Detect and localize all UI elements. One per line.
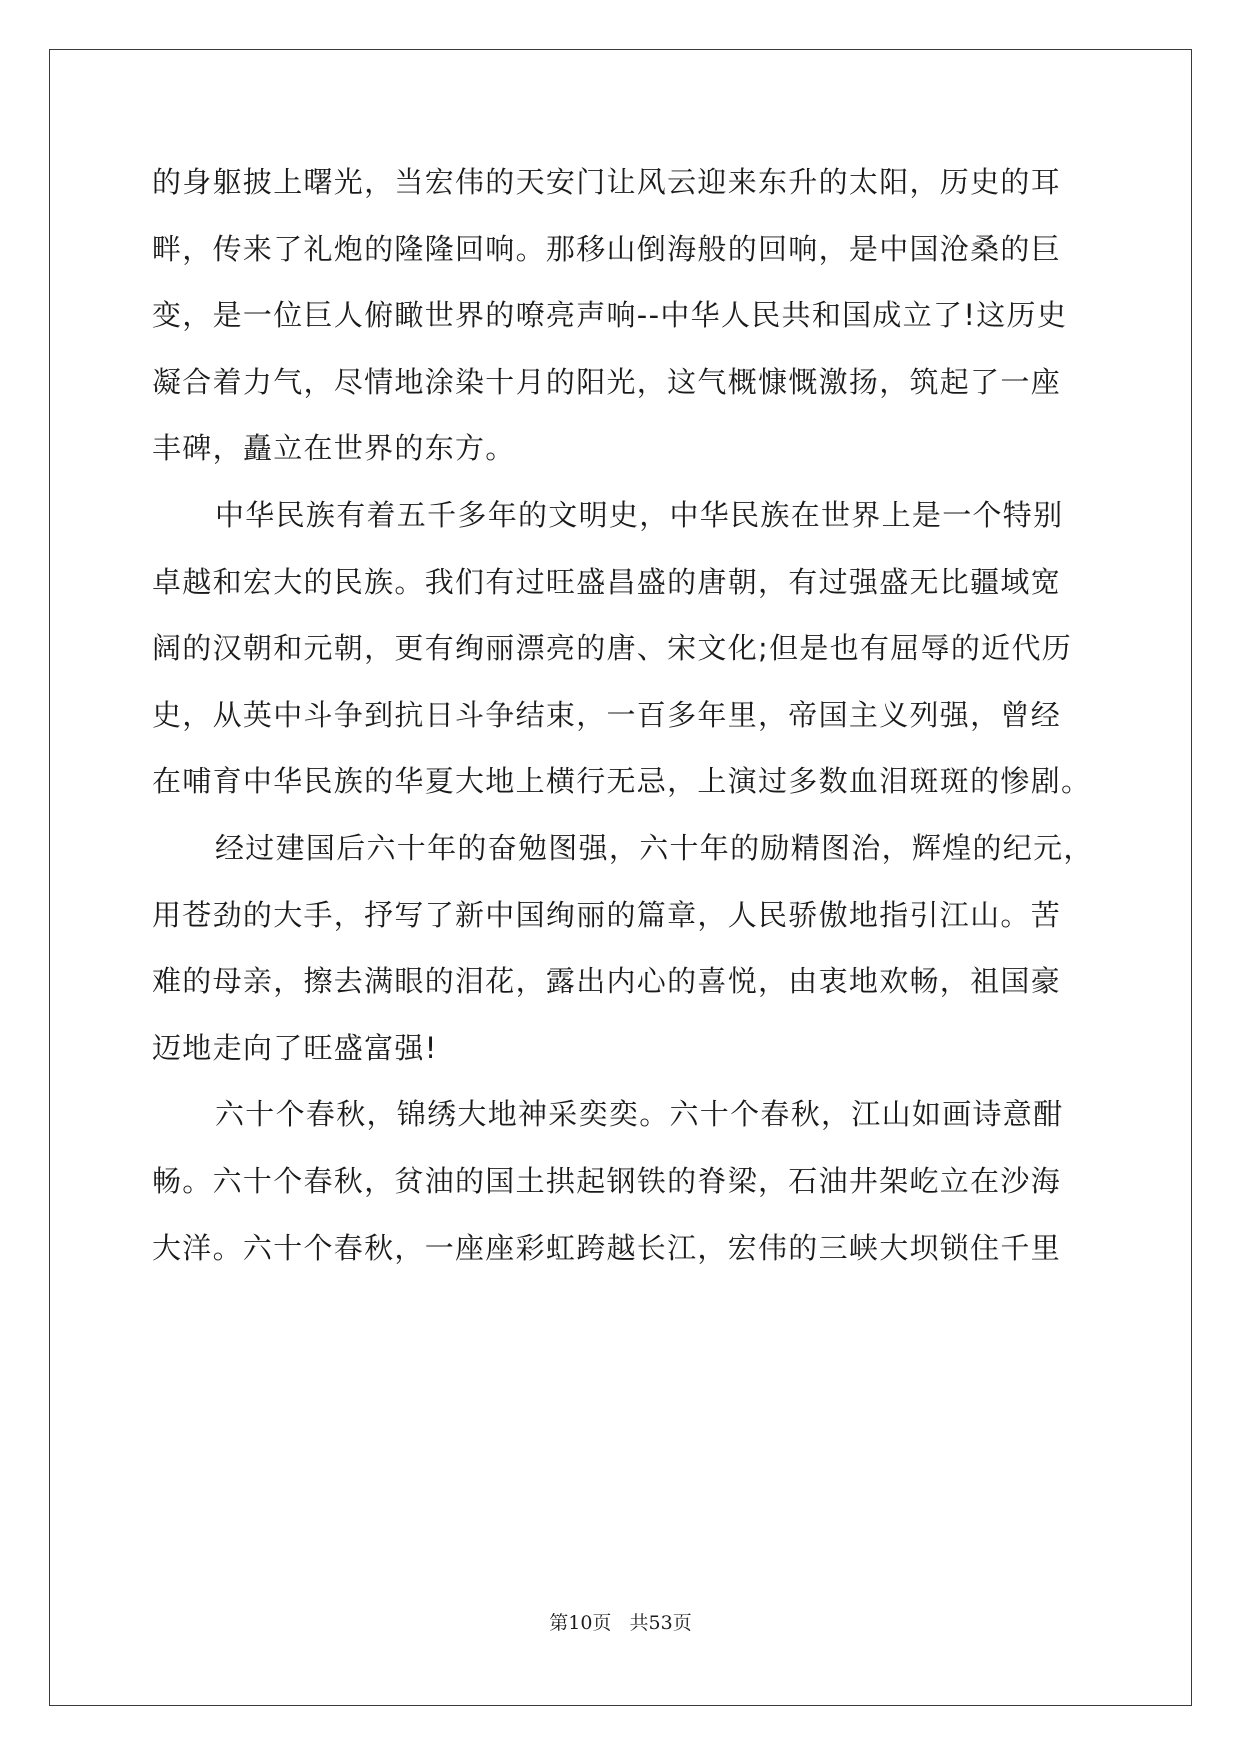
text-line: 凝合着力气，尽情地涂染十月的阳光，这气概慷慨激扬，筑起了一座 [152, 364, 1062, 399]
text-line: 用苍劲的大手，抒写了新中国绚丽的篇章，人民骄傲地指引江山。苦 [152, 897, 1062, 932]
text-line: 变，是一位巨人俯瞰世界的嘹亮声响--中华人民共和国成立了!这历史 [152, 298, 1068, 333]
text-line: 的身躯披上曙光，当宏伟的天安门让风云迎来东升的太阳，历史的耳 [152, 165, 1062, 199]
text-line: 阔的汉朝和元朝，更有绚丽漂亮的唐、宋文化;但是也有屈辱的近代历 [152, 631, 1073, 666]
document-body [152, 162, 1092, 1294]
text-line: 卓越和宏大的民族。我们有过旺盛昌盛的唐朝，有过强盛无比疆域宽 [152, 564, 1062, 599]
text-line: 史，从英中斗争到抗日斗争结束，一百多年里，帝国主义列强，曾经 [152, 697, 1062, 732]
text-line: 中华民族有着五千多年的文明史，中华民族在世界上是一个特别 [215, 497, 1064, 532]
page-number-footer: 第10页 共53页 [549, 1612, 692, 1634]
text-line: 难的母亲，擦去满眼的泪花，露出内心的喜悦，由衷地欢畅，祖国豪 [152, 964, 1062, 999]
text-line: 经过建国后六十年的奋勉图强，六十年的励精图治，辉煌的纪元， [215, 830, 1094, 865]
text-line: 畔，传来了礼炮的隆隆回响。那移山倒海般的回响，是中国沧桑的巨 [152, 231, 1062, 266]
text-line: 六十个春秋，锦绣大地神采奕奕。六十个春秋，江山如画诗意酣 [215, 1097, 1064, 1132]
text-line: 畅。六十个春秋，贫油的国土拱起钢铁的脊梁，石油井架屹立在沙海 [152, 1163, 1062, 1198]
text-line: 大洋。六十个春秋，一座座彩虹跨越长江，宏伟的三峡大坝锁住千里 [152, 1230, 1062, 1265]
text-line: 在哺育中华民族的华夏大地上横行无忌，上演过多数血泪斑斑的惨剧。 [152, 764, 1092, 799]
text-line: 丰碑，矗立在世界的东方。 [152, 431, 516, 466]
text-line: 迈地走向了旺盛富强! [152, 1030, 438, 1065]
